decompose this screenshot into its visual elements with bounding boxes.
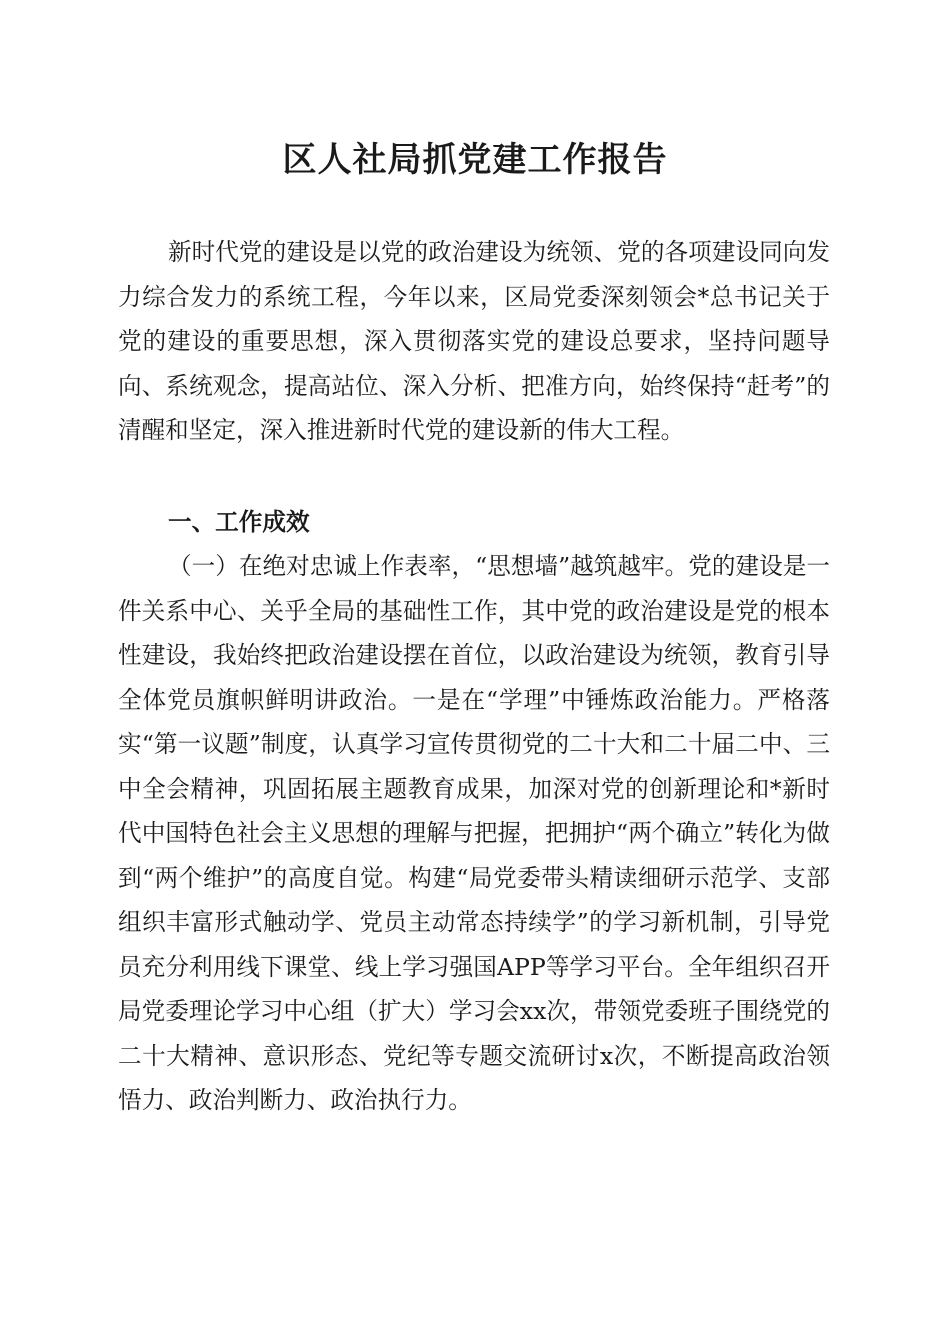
section-1-paragraph: （一）在绝对忠诚上作表率，“思想墙”越筑越牢。党的建设是一件关系中心、关乎全局的基础性工作，其中党的政治建设是党的根本性建设，我始终把政治建设摆在首位，以政治建设为统领，教育引导全体党员旗帜鲜明讲政治。一是在“学理”中锤炼政治能力。严格落实“第一议题”制度，认真学习宣传贯彻党的二十大和二十届二中、三中全会精神，巩固拓展主题教育成果，加深对党的创新理论和*新时代中国特色社会主义思想的理解与把握，把拥护“两个确立”转化为做到“两个维护”的高度自觉。构建“局党委带头精读细研示范学、支部组织丰富形式触动学、党员主动常态持续学”的学习新机制，引导党员充分利用线下课堂、线上学习强国APP等学习平台。全年组织召开局党委理论学习中心组（扩大）学习会xx次，带领党委班子围绕党的二十大精神、意识形态、党纪等专题交流研讨x次，不断提高政治领悟力、政治判断力、政治执行力。 [118, 552, 830, 1114]
document-title: 区人社局抓党建工作报告 [282, 140, 668, 180]
section-heading-work-results: 一、工作成效 [168, 508, 310, 536]
intro-paragraph: 新时代党的建设是以党的政治建设为统领、党的各项建设同向发力综合发力的系统工程，今年以来，区局党委深刻领会*总书记关于党的建设的重要思想，深入贯彻落实党的建设总要求，坚持问题导向、系统观念，提高站位、深入分析、把准方向，始终保持“赶考”的清醒和坚定，深入推进新时代党的建设新的伟大工程。 [118, 238, 830, 444]
